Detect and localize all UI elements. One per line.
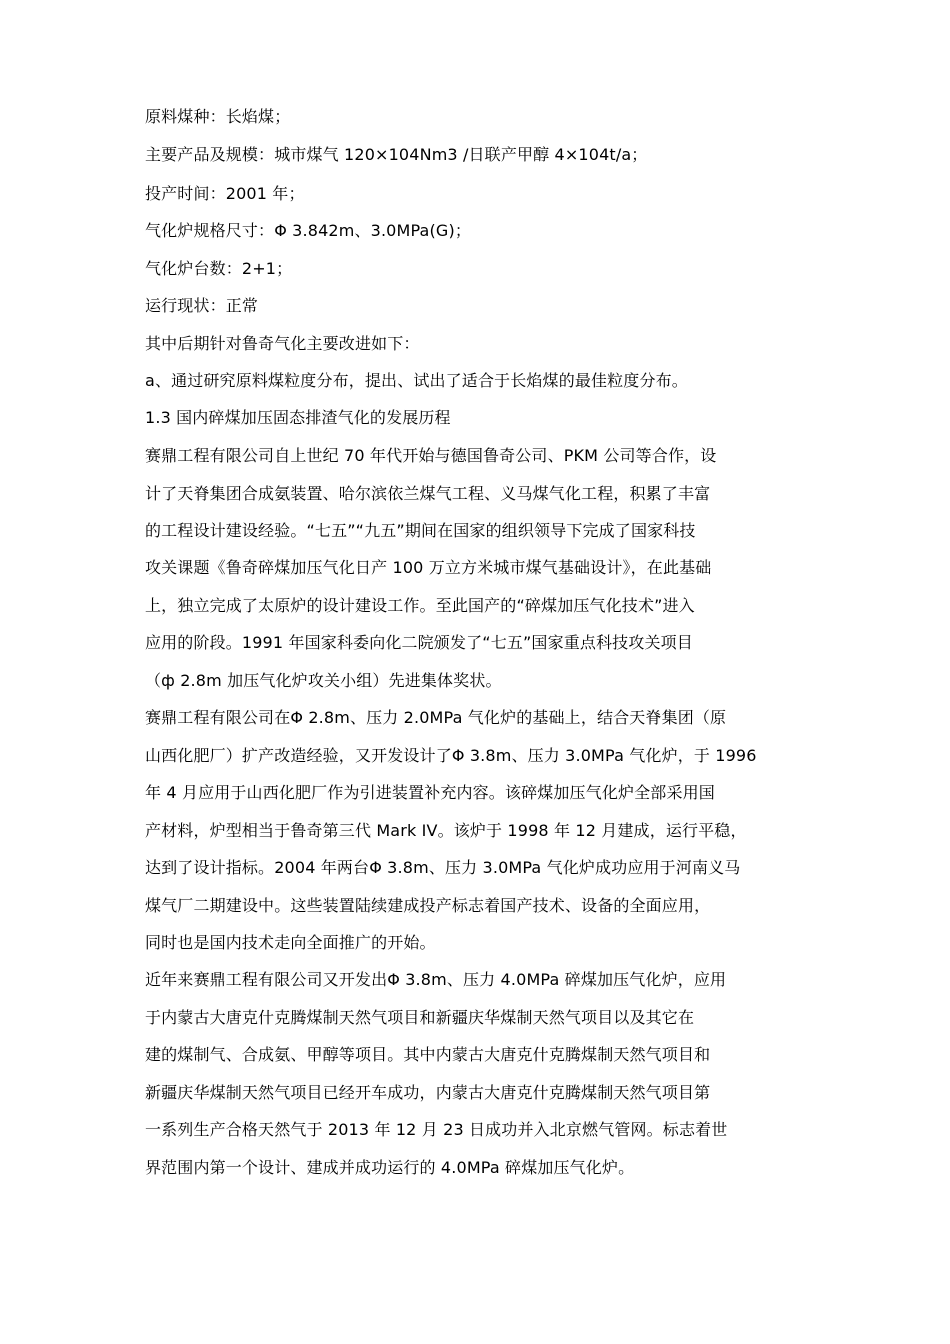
paragraph-line: 攻关课题《鲁奇碎煤加压气化日产 100 万立方米城市煤气基础设计》，在此基础 — [145, 558, 712, 577]
spec-gasifier-size: 气化炉规格尺寸：Φ 3.842m、3.0MPa(G)； — [145, 221, 471, 240]
paragraph-line: 近年来赛鼎工程有限公司又开发出Φ 3.8m、压力 4.0MPa 碎煤加压气化炉，应用 — [145, 970, 727, 989]
paragraph-line: 应用的阶段。1991 年国家科委向化二院颁发了“七五”国家重点科技攻关项目 — [145, 633, 693, 652]
paragraph-line: 的工程设计建设经验。“七五”“九五”期间在国家的组织领导下完成了国家科技 — [145, 521, 696, 540]
paragraph-line: 产材料，炉型相当于鲁奇第三代 Mark IV。该炉于 1998 年 12 月建成，运行平稳， — [145, 821, 747, 840]
improvement-item-a: a、通过研究原料煤粒度分布，提出、试出了适合于长焰煤的最佳粒度分布。 — [145, 371, 688, 390]
paragraph-line: 一系列生产合格天然气于 2013 年 12 月 23 日成功并入北京燃气管网。标志着世 — [145, 1120, 728, 1139]
paragraph-line: 达到了设计指标。2004 年两台Φ 3.8m、压力 3.0MPa 气化炉成功应用于河南义马 — [145, 858, 741, 877]
section-heading: 1.3 国内碎煤加压固态排渣气化的发展历程 — [145, 408, 451, 427]
spec-raw-coal: 原料煤种：长焰煤； — [145, 107, 291, 126]
paragraph-line: 同时也是国内技术走向全面推广的开始。 — [145, 933, 436, 952]
spec-operation-status: 运行现状：正常 — [145, 296, 259, 315]
paragraph-line: 山西化肥厂）扩产改造经验，又开发设计了Φ 3.8m、压力 3.0MPa 气化炉，于 1996 — [145, 746, 757, 765]
paragraph-line: 新疆庆华煤制天然气项目已经开车成功，内蒙古大唐克什克腾煤制天然气项目第 — [145, 1083, 711, 1102]
paragraph-line: 煤气厂二期建设中。这些装置陆续建成投产标志着国产技术、设备的全面应用， — [145, 896, 711, 915]
paragraph-line: 赛鼎工程有限公司在Φ 2.8m、压力 2.0MPa 气化炉的基础上，结合天脊集团（原 — [145, 708, 727, 727]
paragraph-line: 计了天脊集团合成氨装置、哈尔滨依兰煤气工程、义马煤气化工程，积累了丰富 — [145, 484, 711, 503]
spec-start-date: 投产时间：2001 年； — [145, 184, 305, 203]
paragraph-line: 界范围内第一个设计、建成并成功运行的 4.0MPa 碎煤加压气化炉。 — [145, 1158, 635, 1177]
spec-gasifier-count: 气化炉台数：2+1； — [145, 259, 293, 278]
paragraph-line: 建的煤制气、合成氨、甲醇等项目。其中内蒙古大唐克什克腾煤制天然气项目和 — [145, 1045, 711, 1064]
paragraph-line: 于内蒙古大唐克什克腾煤制天然气项目和新疆庆华煤制天然气项目以及其它在 — [145, 1008, 695, 1027]
spec-products-scale: 主要产品及规模：城市煤气 120×104Nm3 /日联产甲醇 4×104t/a； — [145, 145, 648, 164]
paragraph-line: 上，独立完成了太原炉的设计建设工作。至此国产的“碎煤加压气化技术”进入 — [145, 596, 695, 615]
paragraph-line: （ф 2.8m 加压气化炉攻关小组）先进集体奖状。 — [145, 671, 502, 690]
improvements-intro: 其中后期针对鲁奇气化主要改进如下： — [145, 334, 420, 353]
paragraph-line: 赛鼎工程有限公司自上世纪 70 年代开始与德国鲁奇公司、PKM 公司等合作，设 — [145, 446, 717, 465]
paragraph-line: 年 4 月应用于山西化肥厂作为引进装置补充内容。该碎煤加压气化炉全部采用国 — [145, 783, 715, 802]
